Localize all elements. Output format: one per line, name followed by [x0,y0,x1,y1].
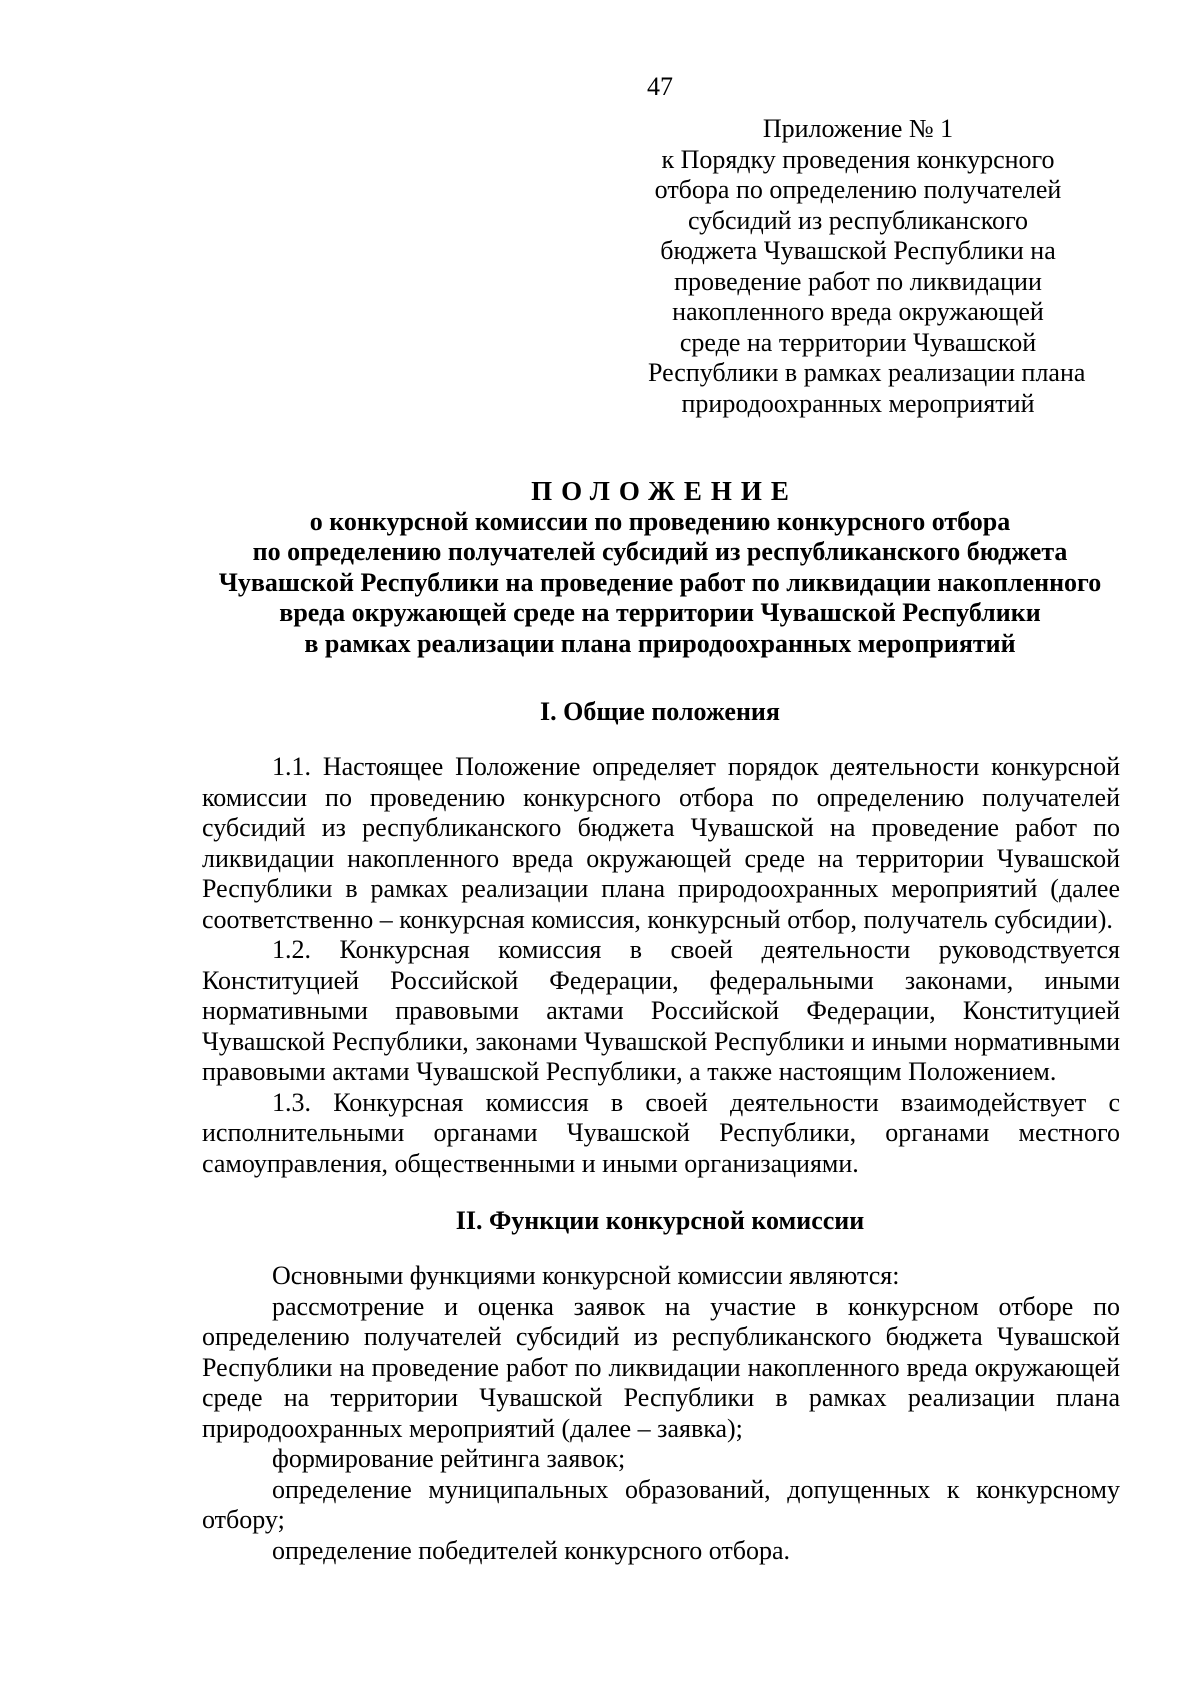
appendix-line: проведение работ по ликвидации [674,266,1042,296]
title-line: в рамках реализации плана природоохранных мероприятий [304,628,1016,658]
function-item: определение муниципальных образований, допущенных к конкурсному отбору; [202,1474,1120,1534]
function-item: определение победителей конкурсного отбора. [272,1535,790,1565]
section-1-body [202,752,1120,1179]
appendix-line: среде на территории Чувашской [679,327,1037,357]
title-line: Чувашской Республики на проведение работ по ликвидации накопленного [218,567,1102,597]
document-title [205,476,1115,659]
appendix-line: Приложение № 1 [762,114,954,143]
paragraph-1-1: 1.1. Настоящее Положение определяет порядок деятельности конкурсной комиссии по проведению конкурсного отбора по определению получателей субсидий из республиканского бюджета Чувашской на проведение работ по ликвидации накопленного вреда окружающей среде на территории Чувашской Республики в рамках реализации плана природоохранных мероприятий (далее соответственно – конкурсная комиссия, конкурсный отбор, получатель субсидии). [202,752,1120,934]
title-main: ПОЛОЖЕНИЕ [531,476,798,506]
page-number: 47 [647,72,673,101]
appendix-line: бюджета Чувашской Республики на [660,236,1056,265]
paragraph-1-3: 1.3. Конкурсная комиссия в своей деятельности взаимодействует с исполнительными органами Чувашской Республики, органами местного самоуправления, общественными и иными организациями. [202,1087,1120,1178]
title-line: о конкурсной комиссии по проведению конкурсного отбора [309,506,1011,536]
functions-intro: Основными функциями конкурсной комиссии являются: [272,1261,900,1290]
appendix-line: природоохранных мероприятий [681,388,1035,418]
title-line: вреда окружающей среде на территории Чувашской Республики [279,598,1041,627]
appendix-line: Республики в рамках реализации плана [648,358,1086,387]
section-1-heading: I. Общие положения [540,697,780,726]
appendix-block [648,114,1086,419]
section-2-body [202,1261,1120,1566]
function-item: формирование рейтинга заявок; [272,1444,626,1473]
function-item: рассмотрение и оценка заявок на участие в конкурсном отборе по определению получателей субсидий из республиканского бюджета Чувашской Республики на проведение работ по ликвидации накопленного вреда окружающей среде на территории Чувашской Республики в рамках реализации плана природоохранных мероприятий (далее – заявка); [202,1291,1120,1443]
section-2-heading: II. Функции конкурсной комиссии [455,1206,865,1235]
paragraph-1-2: 1.2. Конкурсная комиссия в своей деятельности руководствуется Конституцией Российской Федерации, федеральными законами, иными нормативными правовыми актами Российской Федерации, Конституцией Чувашской Республики, законами Чувашской Республики и иными нормативными правовыми актами Чувашской Республики, а также настоящим Положением. [202,935,1120,1086]
title-line: по определению получателей субсидий из республиканского бюджета [252,537,1068,566]
appendix-line: субсидий из республиканского [687,205,1029,235]
appendix-line: к Порядку проведения конкурсного [661,144,1055,174]
appendix-line: накопленного вреда окружающей [672,297,1044,326]
appendix-line: отбора по определению получателей [654,175,1062,204]
